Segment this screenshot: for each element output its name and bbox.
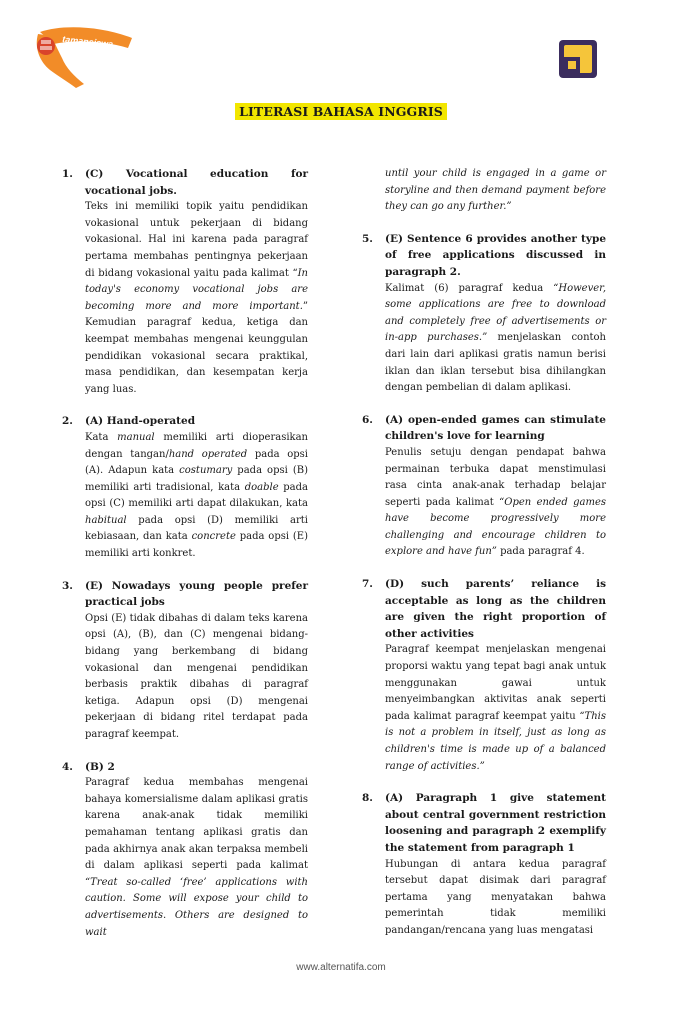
answer-option: (E) Nowadays young people prefer practical jobs — [85, 579, 308, 609]
answer-item — [62, 578, 308, 744]
answer-item — [362, 412, 606, 561]
answer-option: (C) Vocational education for vocational jobs. — [85, 168, 308, 197]
answer-explanation: Paragraf kedua membahas mengenai bahaya komersialisme dalam aplikasi gratis karena anak-anak tidak memiliki pemahaman tentang aplikasi gratis dan pada akhirnya anak akan terpaksa membeli di dalam aplikasi seperti pada kalimat “Treat so-called ‘free’ applications with caution. Some will expose your child to advertisements. Others are designed to wait — [85, 777, 308, 938]
item-number: 4. — [62, 760, 73, 773]
brand-mark-icon — [32, 24, 136, 90]
answer-explanation: Teks ini memiliki topik yaitu pendidikan vokasional untuk pekerjaan di bidang vokasional. Hal ini karena pada paragraf pertama membahas pentingnya pekerjaan di bidang vokasional yaitu pada kalimat “In today's economy vocational jobs are becoming more and more important.” Kemudian paragraf kedua, ketiga dan keempat membahas mengenai keunggulan pendidikan vokasional secara praktikal, masa pendidikan, dan kesempatan kerja yang luas. — [85, 201, 308, 395]
square-logo-icon — [556, 37, 600, 81]
answer-item — [362, 576, 606, 775]
answer-option: (A) Paragraph 1 give statement about central government restriction loosening and paragraph 2 exemplify the statement from paragraph 1 — [385, 792, 606, 854]
tamansiswa-logo — [32, 24, 136, 90]
svg-text:tamansiswa: tamansiswa — [61, 34, 114, 50]
answer-explanation: Penulis setuju dengan pendapat bahwa permainan terbuka dapat menstimulasi rasa cinta anak-anak terhadap belajar seperti pada kalimat “Open ended games have become progressively more challenging and encourage children to explore and have fun” pada paragraf 4. — [385, 446, 607, 558]
answer-option: (A) Hand-operated — [85, 415, 196, 428]
answer-item — [362, 790, 606, 939]
alternatifa-logo — [556, 37, 600, 81]
item-number: 8. — [362, 792, 373, 805]
answer-item — [62, 759, 308, 942]
answer-option: (D) such parents’ reliance is acceptable as long as the children are given the right proportion of other activities — [385, 578, 606, 640]
item-number: 3. — [62, 579, 73, 592]
answer-explanation-continued: until your child is engaged in a game or storyline and then demand payment before they can go any further.” — [385, 168, 606, 213]
answer-item — [62, 413, 308, 562]
left-column — [62, 166, 308, 956]
answer-item — [62, 166, 308, 398]
item-number: 5. — [362, 232, 373, 245]
answer-explanation: Opsi (E) tidak dibahas di dalam teks karena opsi (A), (B), dan (C) mengenai bidang-bidang yang berkembang di bidang vokasional dan mengenai pendidikan berbasis praktik dibahas di paragraf ketiga. Adapun opsi (D) mengenai pekerjaan di bidang ritel terdapat pada paragraf keempat. — [85, 612, 308, 740]
answer-continuation — [362, 166, 606, 216]
answer-option: (B) 2 — [85, 760, 115, 773]
answer-explanation: Kalimat (6) paragraf kedua “However, some applications are free to download and completely free of advertisements or in-app purchases.” menjelaskan contoh dari lain dari aplikasi gratis namun berisi iklan dan iklan tersebut bisa dihilangkan dengan pembelian di dalam aplikasi. — [385, 282, 606, 394]
answer-explanation: Paragraf keempat menjelaskan mengenai proporsi waktu yang tepat bagi anak untuk menggunakan gawai untuk menyeimbangkan aktivitas anak seperti pada kalimat paragraf keempat yaitu “This is not a problem in itself, just as long as children's time is made up of a balanced range of activities.” — [385, 644, 606, 772]
answer-item — [362, 231, 606, 397]
answer-option: (E) Sentence 6 provides another type of free applications discussed in paragraph 2. — [385, 232, 606, 278]
item-number: 1. — [62, 168, 73, 180]
answer-explanation: Kata manual memiliki arti dioperasikan dengan tangan/hand operated pada opsi (A). Adapun kata costumary pada opsi (B) memiliki arti tradisional, kata doable pada opsi (C) memiliki arti dapat dilakukan, kata habitual pada opsi (D) memiliki arti kebiasaan, dan kata concrete pada opsi (E) memiliki arti konkret. — [85, 431, 309, 560]
page-title: LITERASI BAHASA INGGRIS — [235, 103, 447, 120]
item-number: 7. — [362, 578, 373, 591]
item-number: 6. — [362, 413, 373, 426]
item-number: 2. — [62, 415, 73, 428]
footer-url: www.alternatifa.com — [296, 962, 386, 973]
answer-option: (A) open-ended games can stimulate children's love for learning — [385, 413, 606, 443]
answer-explanation: Hubungan di antara kedua paragraf tersebut dapat disimak dari paragraf pertama yang menyatakan bahwa pemerintah tidak memiliki pandangan/rencana yang luas mengatasi — [385, 858, 606, 936]
right-column — [362, 166, 606, 955]
